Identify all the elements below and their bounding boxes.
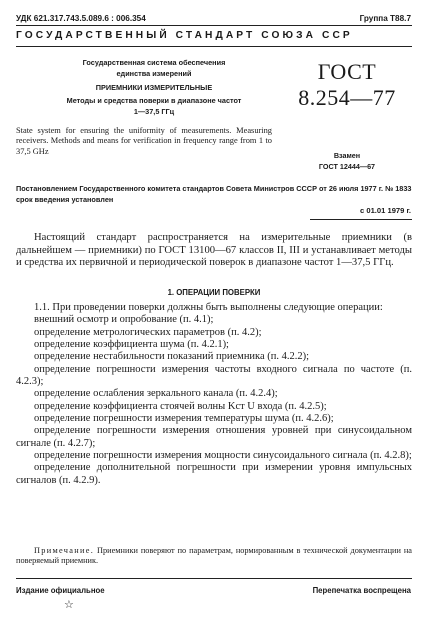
- section-title: 1. ОПЕРАЦИИ ПОВЕРКИ: [167, 288, 261, 297]
- system-line-2: единства измерений: [116, 68, 192, 78]
- header-rule-bottom: [16, 46, 412, 47]
- list-item: определение коэффициента стоячей волны Kст U входа (п. 4.2.5);: [34, 400, 327, 412]
- date-underline: [310, 219, 412, 220]
- gost-number: 8.254—77: [298, 85, 396, 110]
- system-title-block: [48, 58, 260, 118]
- standard-title: ГОСУДАРСТВЕННЫЙ СТАНДАРТ СОЮЗА ССР: [16, 30, 353, 41]
- star-icon: ☆: [64, 599, 74, 611]
- note-text: Приемники поверяют по параметрам, нормированным в технической документации на поверяемый приемник.: [16, 546, 412, 566]
- list-item: определение погрешности измерения частоты входного сигнала по частоте (п. 4.2.3);: [16, 363, 412, 388]
- note: [16, 546, 412, 567]
- list-item: внешний осмотр и опробование (п. 4.1);: [34, 314, 214, 326]
- list-item: определение ослабления зеркального канала (п. 4.2.4);: [34, 388, 278, 400]
- note-label: Примечание.: [34, 546, 95, 555]
- operations-list: [16, 302, 412, 487]
- reprint-prohibited: Перепечатка воспрещена: [312, 586, 411, 595]
- gost-label: ГОСТ: [317, 59, 377, 84]
- replaces-label: Взамен: [333, 151, 361, 160]
- list-item: определение погрешности измерения отношения уровней при синусоидальном сигнале (п. 4.2.7);: [16, 425, 412, 449]
- list-item: определение погрешности измерения температуры шума (п. 4.2.6);: [34, 413, 334, 425]
- product-name: ПРИЕМНИКИ ИЗМЕРИТЕЛЬНЫЕ: [95, 82, 213, 92]
- english-title: State system for ensuring the uniformity of measurements. Measuring receivers. Methods and means for verification in frequency range from 1 to 37,5 GHz: [16, 126, 272, 156]
- list-item: определение метрологических параметров (п. 4.2);: [34, 326, 262, 338]
- list-item: определение погрешности измерения мощности синусоидального сигнала (п. 4.2.8);: [34, 450, 412, 462]
- official-edition: Издание официальное: [16, 586, 105, 595]
- header-rule-top: [16, 25, 412, 26]
- resolution-text: Постановлением Государственного комитета стандартов Совета Министров СССР от 26 июля 1977 г. № 1833 срок введения установлен: [16, 184, 412, 204]
- footer-rule: [16, 578, 412, 579]
- list-item: определение нестабильности показаний приемника (п. 4.2.2);: [34, 351, 310, 363]
- group-code: Группа Т88.7: [359, 14, 411, 23]
- section-lead: 1.1. При проведении поверки должны быть выполнены следующие операции:: [34, 302, 383, 313]
- intro-paragraph: Настоящий стандарт распространяется на измерительные приемники (в дальнейшем — приемники) по ГОСТ 13100—67 классов II, III и устанавливает методы и средства их первичной и периодической поверок в диапазоне частот 1—37,5 ГГц.: [16, 232, 412, 269]
- methods-line-1: Методы и средства поверки в диапазоне частот: [66, 96, 242, 106]
- methods-line-2: 1—37,5 ГГц: [133, 107, 175, 117]
- list-item: определение дополнительной погрешности при измерении уровня импульсных сигналов (п. 4.2.9).: [16, 462, 412, 486]
- system-line-1: Государственная система обеспечения: [82, 58, 226, 67]
- replaces-value: ГОСТ 12444—67: [318, 162, 376, 171]
- list-item: определение коэффициента шума (п. 4.2.1);: [34, 339, 229, 351]
- udk-code: УДК 621.317.743.5.089.6 : 006.354: [16, 14, 146, 23]
- resolution-date: с 01.01 1979 г.: [360, 206, 411, 215]
